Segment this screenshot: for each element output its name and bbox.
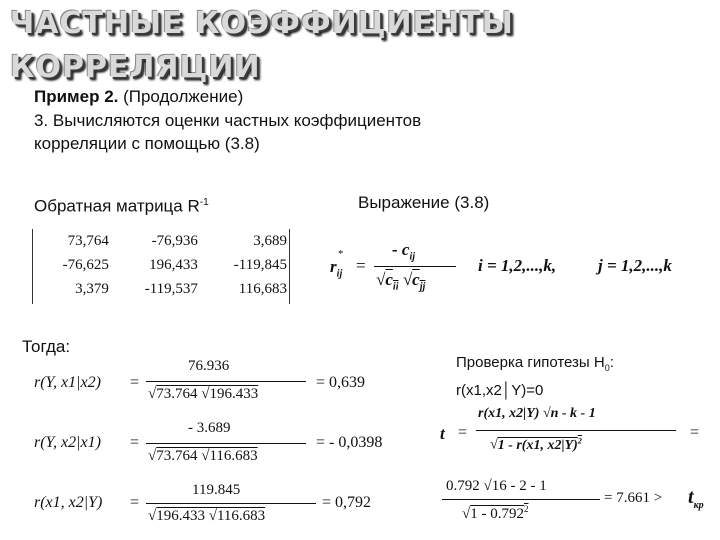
step-line1: 3. Вычисляются оценки частных коэффициентов <box>34 111 422 130</box>
matrix-cell: -119,537 <box>144 280 198 297</box>
r1-den: √73.764 √196.433 <box>148 386 259 402</box>
r1-lhs: r(Y, x1|x2) <box>34 374 101 391</box>
matrix-row <box>33 277 289 301</box>
step-line2: корреляции с помощью (3.8) <box>34 134 260 153</box>
t-numerator: r(x1, x2|Y) √n - k - 1 <box>478 406 596 421</box>
matrix-row <box>33 229 289 253</box>
matrix-cell: 73,764 <box>67 232 109 249</box>
then-label: Тогда: <box>22 337 71 356</box>
r3-value: = 0,792 <box>322 494 372 511</box>
r3-lhs: r(x1, x2|Y) <box>34 494 103 511</box>
formula-denominator: $√c_{ii}$ $√c_{jj}$ <box>376 270 426 293</box>
formula-range-j: j = 1,2,...,k <box>598 256 672 275</box>
calc-denominator: √1 - 0.792$^2$ <box>462 504 529 522</box>
matrix-row <box>33 253 289 277</box>
expression-label: Выражение (3.8) <box>358 193 490 212</box>
matrix-cell: 116,683 <box>238 280 287 297</box>
matrix-cell: 3,689 <box>253 232 287 249</box>
r3-num: 119.845 <box>192 482 241 498</box>
t-denominator: √1 - r(x1, x2|Y)$^2$ <box>490 436 582 453</box>
matrix-cell: 196,433 <box>149 256 198 273</box>
t-critical: $t_{кр}$ <box>688 486 704 511</box>
calc-numerator: 0.792 √16 - 2 - 1 <box>446 478 547 494</box>
example-bold: Пример 2. <box>34 87 119 106</box>
inverse-sup: -1 <box>199 197 209 208</box>
example-heading <box>34 86 243 107</box>
slide-title-line2: КОРРЕЛЯЦИИ <box>10 50 261 85</box>
hypothesis-line2: r(x1,x2│Y)=0 <box>456 382 544 399</box>
formula-range-i: i = 1,2,...,k, <box>478 256 557 275</box>
matrix-cell: 3,379 <box>75 280 109 297</box>
inverse-matrix <box>32 229 290 304</box>
matrix-cell: -76,936 <box>151 232 198 249</box>
r1-num: 76.936 <box>188 358 230 374</box>
r2-value: = - 0,0398 <box>316 434 383 451</box>
matrix-cell: -119,845 <box>233 256 287 273</box>
inverse-matrix-label: Обратная матрица $R^{-1}$ <box>34 196 209 216</box>
matrix-cell: -76,625 <box>62 256 109 273</box>
r3-den: √196.433 √116.683 <box>148 508 266 524</box>
r2-lhs: r(Y, x2|x1) <box>34 434 101 451</box>
hypothesis-line1: Проверка гипотезы $H_0$: <box>456 354 614 373</box>
r2-num: - 3.689 <box>188 420 231 436</box>
slide-title-line1: ЧАСТНЫЕ КОЭФФИЦИЕНТЫ <box>10 6 514 41</box>
r2-den: √73.764 √116.683 <box>148 448 258 464</box>
calc-value: = 7.661 > <box>604 490 663 506</box>
r1-value: = 0,639 <box>316 374 366 391</box>
example-rest: (Продолжение) <box>118 87 244 106</box>
